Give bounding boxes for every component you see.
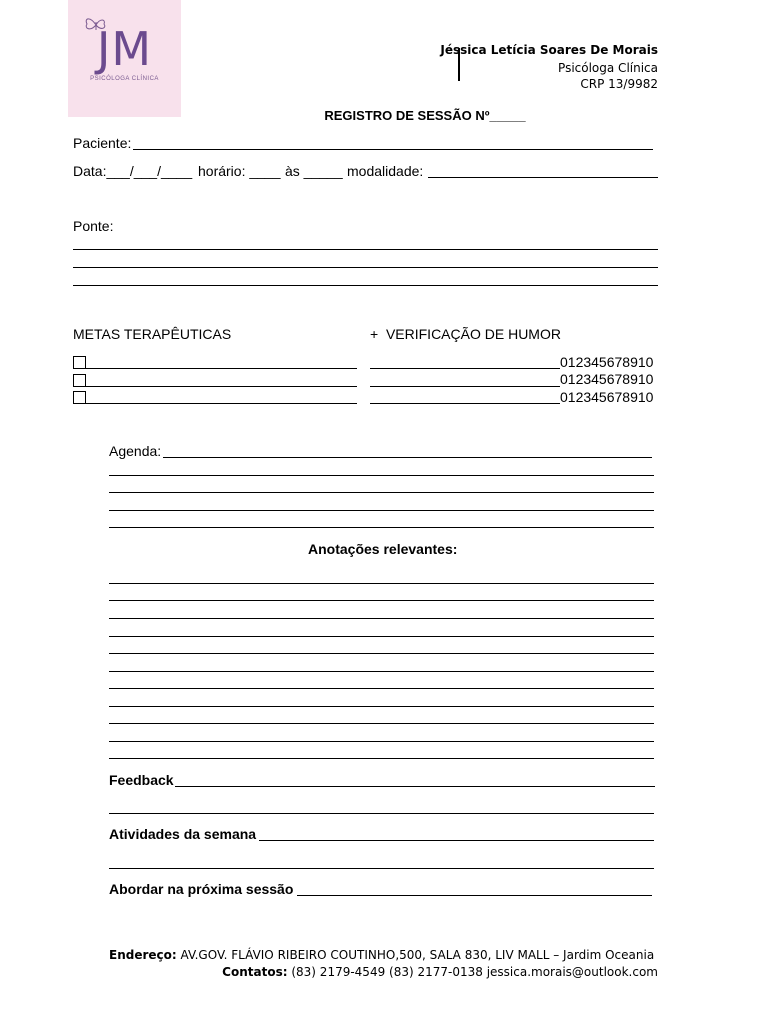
notes-line[interactable] <box>109 583 654 584</box>
date-field[interactable]: Data:___/___/____ <box>73 163 193 179</box>
abordar-field[interactable] <box>297 895 652 896</box>
ponte-line[interactable] <box>73 285 658 286</box>
atividades-field[interactable] <box>259 840 654 841</box>
agenda-line[interactable] <box>109 527 654 528</box>
notes-line[interactable] <box>109 688 654 689</box>
psychologist-name: Jéssica Letícia Soares De Morais <box>440 43 658 57</box>
feedback-line[interactable] <box>109 813 654 814</box>
feedback-field[interactable] <box>175 786 655 787</box>
atividades-line[interactable] <box>109 868 654 869</box>
page-title: REGISTRO DE SESSÃO Nº_____ <box>324 108 526 123</box>
address-text: AV.GOV. FLÁVIO RIBEIRO COUTINHO,500, SALA 830, LIV MALL – Jardim Oceania <box>180 948 655 962</box>
logo-subtitle: PSICÓLOGA CLÍNICA <box>90 76 159 82</box>
abordar-label: Abordar na próxima sessão <box>109 881 294 897</box>
address-label: Endereço: <box>109 948 177 962</box>
feedback-label: Feedback <box>109 772 174 788</box>
psychologist-role: Psicóloga Clínica <box>558 61 658 75</box>
contacts-label: Contatos: <box>222 965 288 979</box>
ponte-line[interactable] <box>73 249 658 250</box>
notes-line[interactable] <box>109 741 654 742</box>
notes-line[interactable] <box>109 758 654 759</box>
notes-line[interactable] <box>109 653 654 654</box>
ponte-line[interactable] <box>73 267 658 268</box>
anotacoes-title: Anotações relevantes: <box>308 541 458 557</box>
notes-line[interactable] <box>109 723 654 724</box>
time-field[interactable]: horário: ____ <box>198 163 281 179</box>
mood-field[interactable] <box>370 386 560 387</box>
notes-line[interactable] <box>109 671 654 672</box>
atividades-label: Atividades da semana <box>109 826 257 842</box>
ponte-label: Ponte: <box>73 218 114 234</box>
agenda-line[interactable] <box>163 457 652 458</box>
time-end-field[interactable]: às _____ <box>285 163 343 179</box>
goal-checkbox[interactable] <box>73 391 86 404</box>
modality-field[interactable] <box>428 177 658 178</box>
logo <box>68 0 181 117</box>
agenda-line[interactable] <box>109 510 654 511</box>
metas-title: METAS TERAPÊUTICAS <box>73 326 232 342</box>
agenda-label: Agenda: <box>109 443 162 459</box>
humor-title: + VERIFICAÇÃO DE HUMOR <box>370 326 561 342</box>
modality-label: modalidade: <box>347 163 424 179</box>
agenda-line[interactable] <box>109 475 654 476</box>
notes-line[interactable] <box>109 636 654 637</box>
goal-field[interactable] <box>86 403 357 404</box>
goal-field[interactable] <box>86 368 357 369</box>
notes-line[interactable] <box>109 706 654 707</box>
mood-field[interactable] <box>370 403 560 404</box>
mood-scale[interactable]: 012345678910 <box>560 389 654 405</box>
crp-number: CRP 13/9982 <box>580 77 658 91</box>
goal-checkbox[interactable] <box>73 356 86 369</box>
notes-line[interactable] <box>109 618 654 619</box>
footer-address <box>109 948 654 962</box>
patient-field[interactable] <box>133 149 653 150</box>
agenda-line[interactable] <box>109 492 654 493</box>
patient-label: Paciente: <box>73 135 132 151</box>
mood-scale[interactable]: 012345678910 <box>560 371 654 387</box>
goal-field[interactable] <box>86 386 357 387</box>
mood-field[interactable] <box>370 368 560 369</box>
logo-monogram: JM <box>96 22 153 76</box>
contacts-text: (83) 2179-4549 (83) 2177-0138 jessica.morais@outlook.com <box>291 965 658 979</box>
footer-contacts <box>222 965 658 979</box>
notes-line[interactable] <box>109 600 654 601</box>
goal-checkbox[interactable] <box>73 374 86 387</box>
mood-scale[interactable]: 012345678910 <box>560 354 654 370</box>
